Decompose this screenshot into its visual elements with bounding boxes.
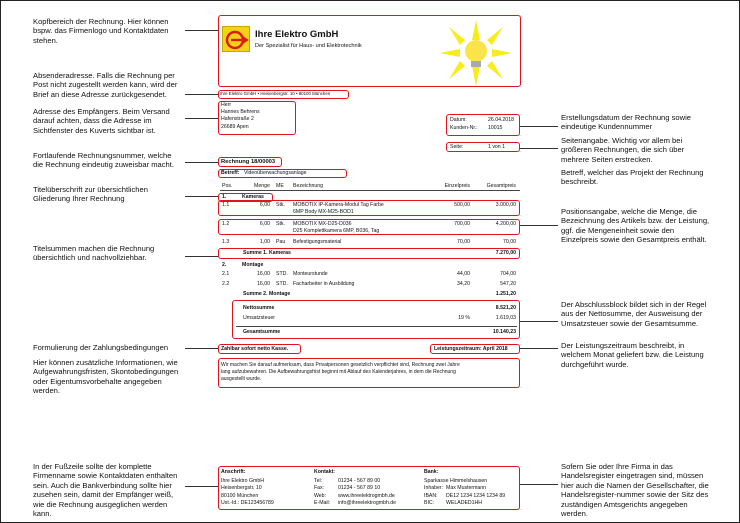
col-qty: Menge xyxy=(254,183,270,189)
row-desc-2: D25 Komplettkamera 6MP, B036, Tag xyxy=(293,228,380,234)
col-price: Einzelpreis xyxy=(444,183,470,189)
col-total: Gesamtpreis xyxy=(486,183,516,189)
footer-contact-title: Kontakt: xyxy=(314,469,336,475)
row-unit: Stk. xyxy=(276,221,285,227)
col-desc: Bezeichnung xyxy=(293,183,323,189)
service-period: Leistungszeitraum: April 2018 xyxy=(434,346,508,352)
footer-address-title: Anschrift: xyxy=(221,469,246,475)
annotation-subtotal: Titelsummen machen die Rechnung übersichtlich und nachvollziehbar. xyxy=(33,244,155,263)
gross-value: 10.140,23 xyxy=(492,329,516,335)
annotation-number: Fortlaufende Rechnungsnummer, welche die Rechnung eindeutig zuweisbar macht. xyxy=(33,151,174,170)
row-desc: Befestigungsmaterial xyxy=(293,239,342,245)
recipient-salutation: Herr xyxy=(221,102,232,108)
row-desc: MOBOTIX MX-D25-D036 xyxy=(293,221,352,227)
row-unit: STD. xyxy=(276,281,288,287)
connector-line xyxy=(185,162,218,163)
row-desc: MOBOTIX IP-Kamera-Modul Tag Farbe xyxy=(293,202,384,208)
row-total: 547,20 xyxy=(500,281,516,287)
footer-bank-label: IBAN: xyxy=(424,493,438,499)
notice-line-2: lang aufzubewahren. Die Aufbewahrungsfrist beginnt mit Ablauf des Kalenderjahres, in dem die Rechnung xyxy=(221,369,456,375)
row-qty: 6,00 xyxy=(259,221,270,227)
row-price: 500,00 xyxy=(454,202,470,208)
company-logo xyxy=(222,26,250,52)
connector-line xyxy=(520,148,558,149)
row-total: 3.000,00 xyxy=(495,202,516,208)
connector-line xyxy=(520,348,558,349)
annotation-totals: Der Abschlussblock bildet sich in der Regel aus der Nettosumme, der Ausweisung der Umsatzsteuer sowie der Gesamtsumme. xyxy=(561,300,707,328)
footer-bank-title: Bank: xyxy=(424,469,439,475)
row-qty: 16,00 xyxy=(257,281,270,287)
connector-line xyxy=(520,126,558,127)
date-value: 26.04.2018 xyxy=(488,117,514,123)
company-slogan: Der Spezialist für Haus- und Elektrotechnik xyxy=(255,43,362,49)
footer-contact-label: E-Mail: xyxy=(314,500,331,506)
row-qty: 1,00 xyxy=(259,239,270,245)
row-desc: Monteurstunde xyxy=(293,271,328,277)
footer-contact-label: Tel: xyxy=(314,478,323,484)
connector-line xyxy=(185,30,218,31)
page-label: Seite: xyxy=(450,144,464,150)
row-unit: STD. xyxy=(276,271,288,277)
row-qty: 16,00 xyxy=(257,271,270,277)
row-total: 704,00 xyxy=(500,271,516,277)
table-rule xyxy=(220,190,520,191)
notice-line-3: ausgestellt wurde. xyxy=(221,376,262,382)
invoice-number: Rechnung 18/00003 xyxy=(221,159,276,165)
recipient-city: 26689 Apen xyxy=(221,124,249,130)
connector-line xyxy=(185,256,218,257)
net-value: 8.521,20 xyxy=(495,305,516,311)
net-label: Nettosumme xyxy=(243,305,275,311)
row-qty: 6,00 xyxy=(259,202,270,208)
row-total: 70,00 xyxy=(503,239,516,245)
recipient-name: Hannes Behrens xyxy=(221,109,260,115)
footer-bank-label: Inhaber: xyxy=(424,485,444,491)
row-pos: 2.2 xyxy=(222,281,230,287)
row-price: 34,20 xyxy=(457,281,470,287)
company-name: Ihre Elektro GmbH xyxy=(255,29,339,40)
row-unit: Stk. xyxy=(276,202,285,208)
connector-line xyxy=(185,196,218,197)
row-pos: 1.2 xyxy=(222,221,230,227)
footer-email: info@ihreelektrogmbh.de xyxy=(338,500,397,506)
footer-bank-name: Sparkasse Himmelshausen xyxy=(424,478,488,484)
notice-line-1: Wir machen Sie darauf aufmerksam, dass Privatpersonen gesetzlich verpflichtet sind, Rechnung zwei Jahre xyxy=(221,362,460,368)
totals-rule xyxy=(236,326,517,327)
group2-title: Montage xyxy=(242,262,264,268)
footer-address-line: Ihre Elektro GmbH xyxy=(221,478,264,484)
annotation-payment: Formulierung der Zahlungsbedingungen xyxy=(33,343,169,352)
subtotal1-value: 7.270,00 xyxy=(495,250,516,256)
footer-contact-label: Web: xyxy=(314,493,327,499)
annotation-recipient: Adresse des Empfängers. Beim Versand darauf achten, dass die Adresse im Sichtfenster des Kuverts sichtbar ist. xyxy=(33,107,170,135)
payment-terms: Zahlbar sofort netto Kasse. xyxy=(221,346,289,352)
row-price: 44,00 xyxy=(457,271,470,277)
annotation-header: Kopfbereich der Rechnung. Hier können bspw. das Firmenlogo und Kontaktdaten stehen. xyxy=(33,17,169,45)
subtotal2-value: 1.251,20 xyxy=(495,291,516,297)
footer-vat-id: Ust.-Id.: DE123456789 xyxy=(221,500,274,506)
row-price: 70,00 xyxy=(457,239,470,245)
customer-value: 10015 xyxy=(488,125,503,131)
customer-label: Kunden-Nr.: xyxy=(450,125,478,131)
subtotal1-label: Summe 1. Kameras xyxy=(243,250,291,256)
connector-line xyxy=(520,321,558,322)
connector-line xyxy=(185,348,218,349)
page-value: 1 von 1 xyxy=(488,144,506,150)
footer-bank-owner: Max Mustermann xyxy=(446,485,487,491)
annotation-page: Seitenangabe. Wichtig vor allem bei größeren Rechnungen, die sich über mehrere Seiten erstrecken. xyxy=(561,136,685,164)
subject-value: Videoüberwachungsanlage xyxy=(244,170,307,176)
row-desc-2: 6MP Body MX-M25-BOD1 xyxy=(293,209,354,215)
footer-bank-label: BIC: xyxy=(424,500,435,506)
group1-title: Kameras xyxy=(242,194,264,200)
col-pos: Pos. xyxy=(222,183,233,189)
connector-line xyxy=(520,484,558,485)
annotation-sender: Absenderadresse. Falls die Rechnung per Post nicht zugestellt werden kann, wird der Brief an diese Adresse zurückgesendet. xyxy=(33,71,178,99)
annotation-group-title: Titelüberschrift zur übersichtlichen Gliederung Ihrer Rechnung xyxy=(33,185,148,204)
row-desc: Facharbeiter in Ausbildung xyxy=(293,281,355,287)
sender-line: Ihre Elektro GmbH • Heisenbergstr. 10 • 80100 München xyxy=(220,91,331,96)
connector-line xyxy=(520,225,558,226)
annotation-subject: Betreff, welcher das Projekt der Rechnung beschreibt. xyxy=(561,168,704,187)
footer-bic: WELADED1HH xyxy=(446,500,483,506)
date-label: Datum: xyxy=(450,117,467,123)
annotation-footer: In der Fußzeile sollte der komplette Firmenname sowie Kontaktdaten enthalten sein. Auch die Bankverbindung sollte hier zusehen sein, damit der Empfänger weiß, wie die Rechnung ausgeglichen werden kann. xyxy=(33,462,178,519)
group2-pos: 2. xyxy=(222,262,227,268)
annotation-period: Der Leistungszeitraum beschreibt, in welchem Monat geliefert bzw. die Leistung durchgeführt wurde. xyxy=(561,341,704,369)
footer-address-line: Heisenbergstr. 10 xyxy=(221,485,262,491)
row-total: 4.200,00 xyxy=(495,221,516,227)
recipient-street: Hafenstraße 2 xyxy=(221,116,254,122)
footer-fax: 01234 - 567 89 10 xyxy=(338,485,381,491)
connector-line xyxy=(185,94,218,95)
annotation-extra: Hier können zusätzliche Informationen, wie Aufgewahrungsfristen, Skontobedingungen oder Eigentumsvorbehalte angegeben werden. xyxy=(33,358,179,396)
footer-web: www.ihreelektrogmbh.de xyxy=(338,493,395,499)
vat-value: 1.619,03 xyxy=(495,315,516,321)
connector-line xyxy=(185,118,218,119)
group1-pos: 1. xyxy=(222,194,227,200)
row-pos: 2.1 xyxy=(222,271,230,277)
footer-iban: DE12 1234 1234 1234 89 xyxy=(446,493,506,499)
logo-icon xyxy=(223,27,251,53)
subject-label: Betreff: xyxy=(221,170,240,176)
col-unit: ME xyxy=(276,183,284,189)
row-pos: 1.3 xyxy=(222,239,230,245)
annotation-register: Sofern Sie oder Ihre Firma in das Handelsregister eingetragen sind, müssen hier auch die Namen der Gesellschafter, die Handelsregister-nummer sowie der Sitz des zuständigen Amtsgerichts angegeben werden. xyxy=(561,462,709,519)
footer-phone: 01234 - 567 89 00 xyxy=(338,478,381,484)
annotation-date: Erstellungsdatum der Rechnung sowie eindeutige Kundennummer xyxy=(561,113,692,132)
connector-line xyxy=(185,486,218,487)
subtotal2-label: Summe 2. Montage xyxy=(243,291,291,297)
footer-address-line: 80100 München xyxy=(221,493,259,499)
row-price: 700,00 xyxy=(454,221,470,227)
lightbulb-sun-icon xyxy=(440,20,512,86)
gross-label: Gesamtsumme xyxy=(243,329,281,335)
row-unit: Pau xyxy=(276,239,286,245)
vat-label: Umsatzsteuer xyxy=(243,315,275,321)
footer-contact-label: Fax: xyxy=(314,485,325,491)
annotation-position: Positionsangabe, welche die Menge, die Bezeichnung des Artikels bzw. der Leistung, ggf. die Mengeneinheit sowie den Einzelpreis sowie den Gesamtpreis enthält. xyxy=(561,207,710,245)
row-pos: 1.1 xyxy=(222,202,230,208)
vat-rate: 19 % xyxy=(458,315,470,321)
